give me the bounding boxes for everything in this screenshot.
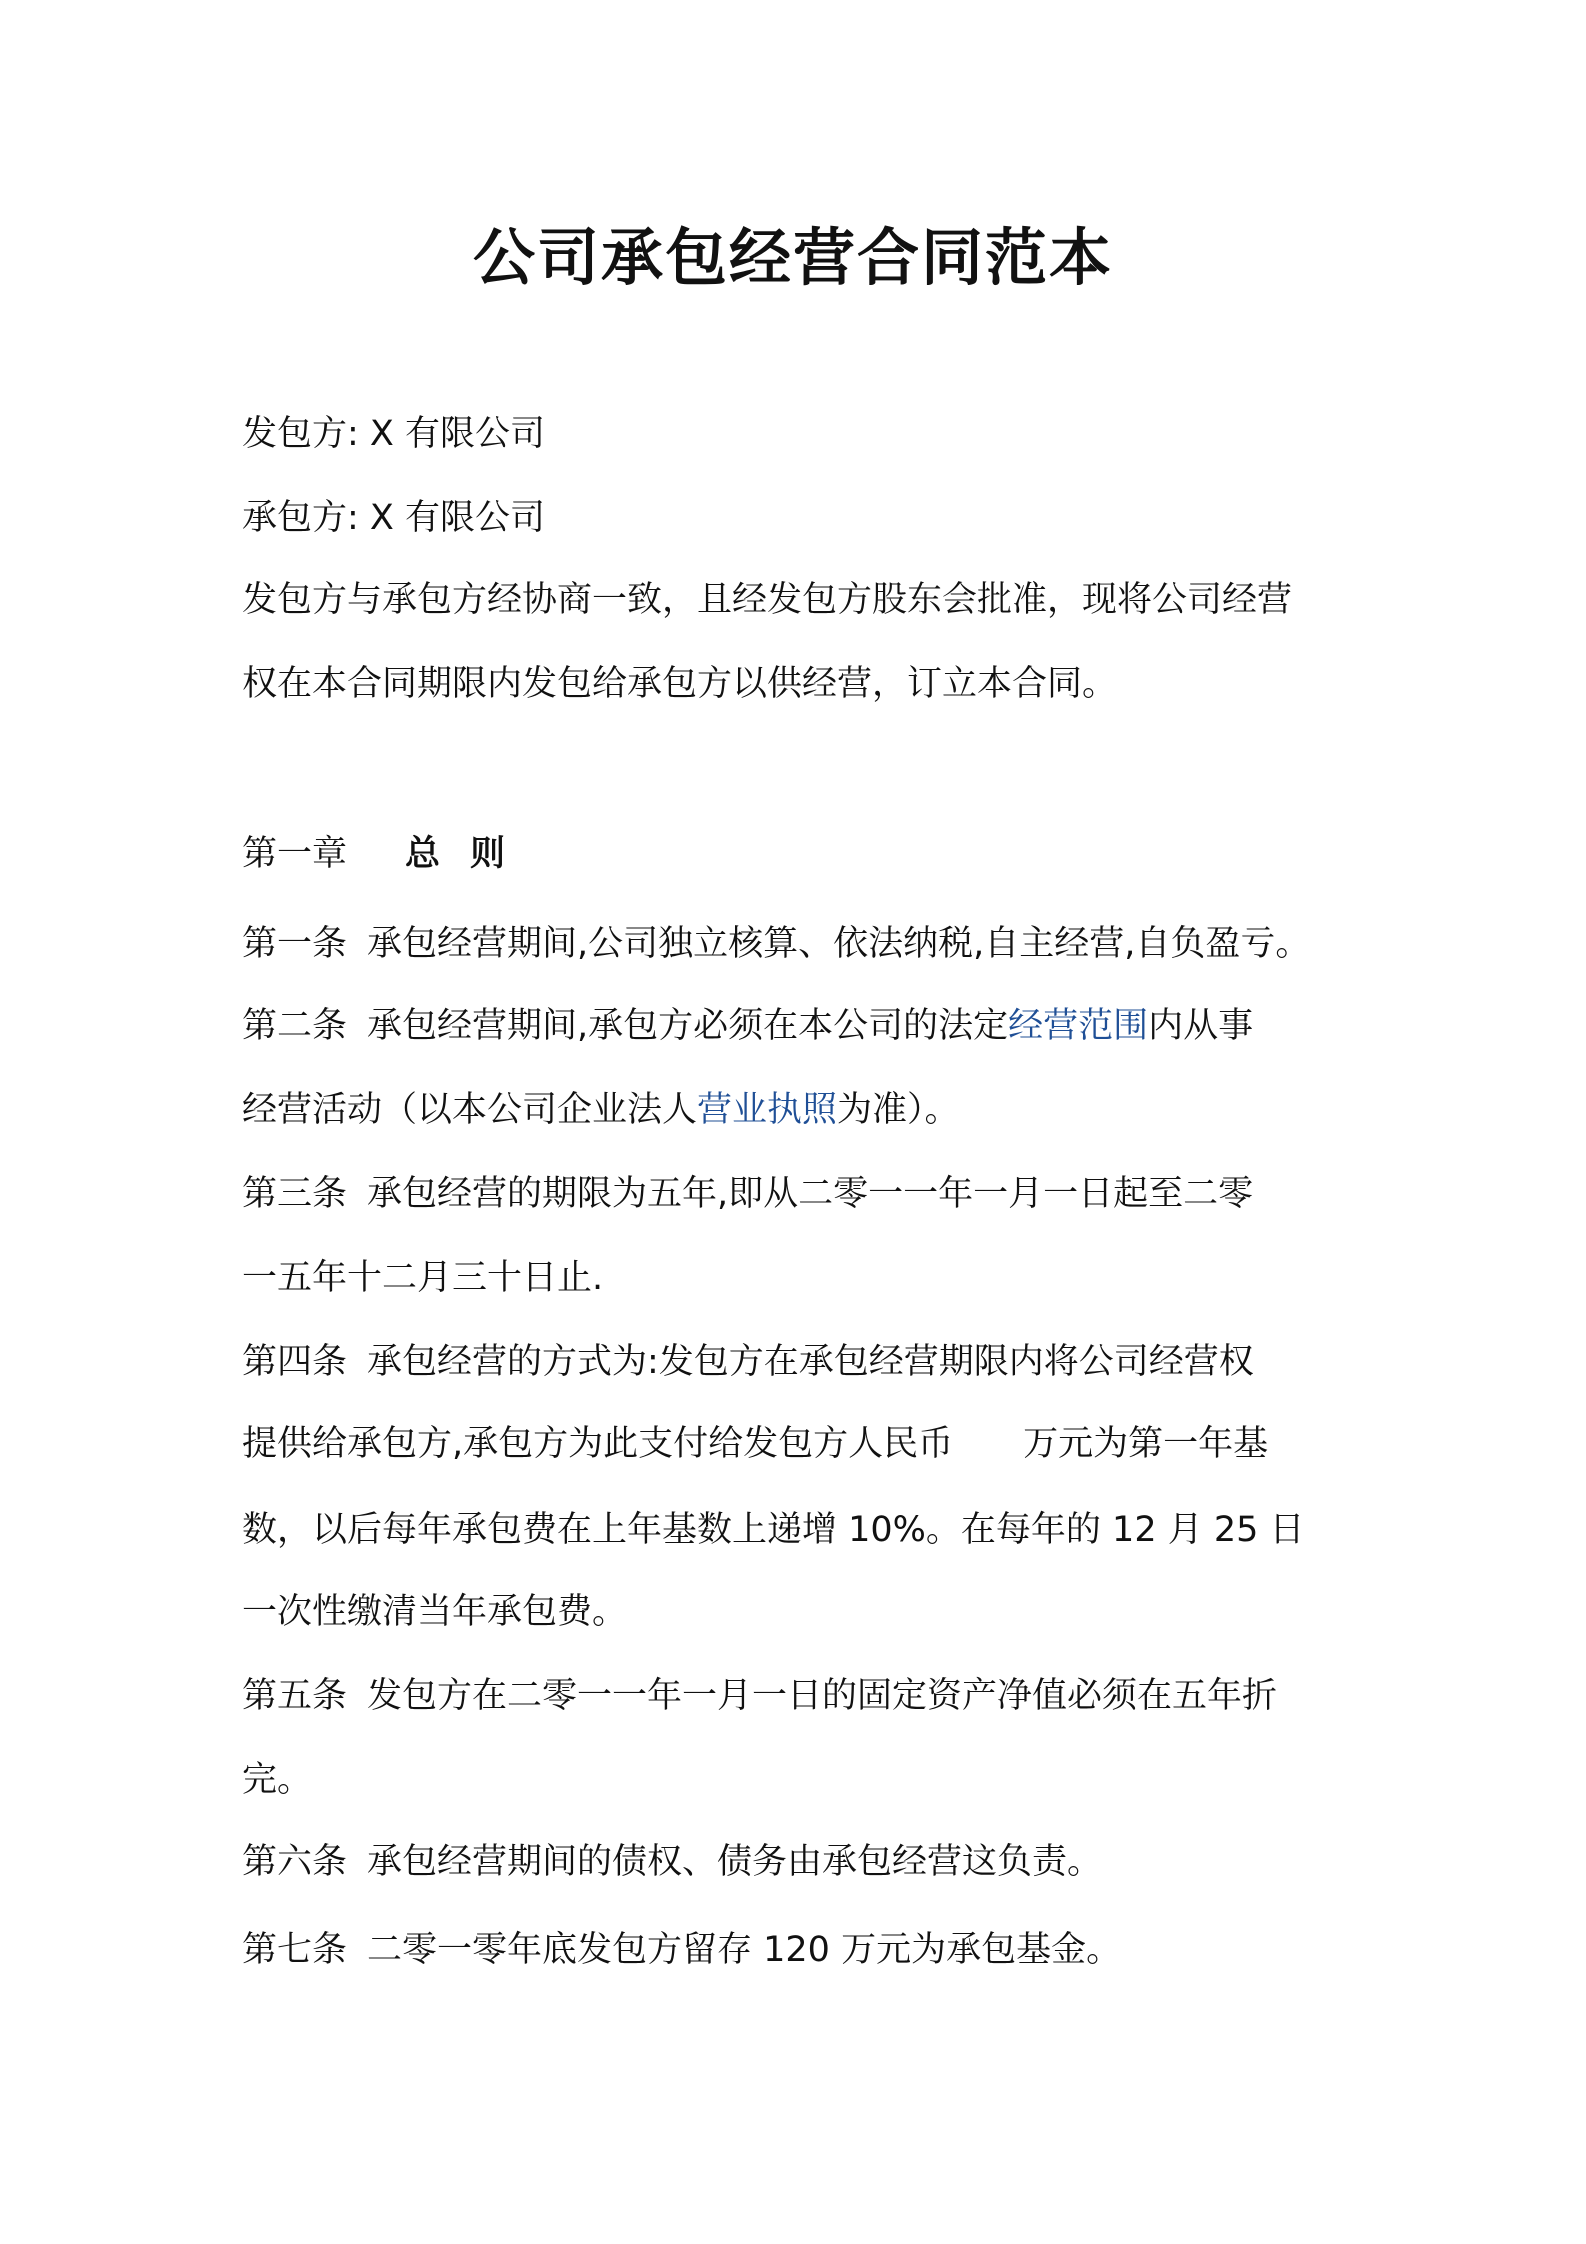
party-issuer: 发包方: X 有限公司 (242, 414, 546, 454)
preamble-line-1: 发包方与承包方经协商一致，且经发包方股东会批准，现将公司经营 (242, 580, 1293, 620)
preamble-line-2: 权在本合同期限内发包给承包方以供经营，订立本合同。 (242, 664, 1118, 704)
article-1 (242, 922, 1352, 966)
article-6 (242, 1840, 1352, 1884)
article-4-line-4: 一次性缴清当年承包费。 (242, 1592, 628, 1632)
article-4-label: 第四条 (242, 1342, 348, 1382)
article-5-line-2: 完。 (242, 1760, 313, 1800)
article-4-line-2 (242, 1422, 1352, 1466)
article-4-line-2-pre: 提供给承包方,承包方为此支付给发包方人民币 (242, 1424, 954, 1464)
chapter-number: 第一章 (242, 834, 348, 874)
article-1-text: 承包经营期间,公司独立核算、依法纳税,自主经营,自负盈亏。 (367, 924, 1311, 964)
article-5-line-1 (242, 1674, 1352, 1718)
article-3-line-1 (242, 1172, 1352, 1216)
article-1-label: 第一条 (242, 924, 348, 964)
article-5-label: 第五条 (242, 1676, 348, 1716)
chapter-title: 总则 (405, 834, 536, 874)
article-2-text-pre: 承包经营期间,承包方必须在本公司的法定 (367, 1006, 1009, 1046)
article-2-line-2 (242, 1088, 1352, 1132)
article-4-line-1 (242, 1340, 1352, 1384)
article-4-line-2-post: 万元为第一年基 (1023, 1424, 1269, 1464)
article-2-line-1 (242, 1004, 1352, 1048)
business-license-link[interactable]: 营业执照 (697, 1090, 838, 1130)
article-6-label: 第六条 (242, 1842, 348, 1882)
business-scope-link[interactable]: 经营范围 (1008, 1006, 1149, 1046)
article-2-text-post: 内从事 (1148, 1006, 1254, 1046)
article-2-line-2-pre: 经营活动（以本公司企业法人 (242, 1090, 698, 1130)
article-7-text: 二零一零年底发包方留存 120 万元为承包基金。 (367, 1930, 1122, 1970)
article-2-label: 第二条 (242, 1006, 348, 1046)
article-6-text: 承包经营期间的债权、债务由承包经营这负责。 (367, 1842, 1103, 1882)
party-contractor: 承包方: X 有限公司 (242, 498, 546, 538)
article-2-line-2-post: 为准）。 (837, 1090, 960, 1130)
article-4-line-3: 数，以后每年承包费在上年基数上递增 10%。在每年的 12 月 25 日 (242, 1510, 1305, 1550)
article-7 (242, 1928, 1352, 1972)
chapter-heading (242, 832, 1352, 876)
document-title: 公司承包经营合同范本 (472, 221, 1113, 294)
article-3-label: 第三条 (242, 1174, 348, 1214)
article-5-text: 发包方在二零一一年一月一日的固定资产净值必须在五年折 (367, 1676, 1278, 1716)
article-4-text: 承包经营的方式为:发包方在承包经营期限内将公司经营权 (367, 1342, 1254, 1382)
article-3-line-2: 一五年十二月三十日止. (242, 1258, 604, 1298)
article-7-label: 第七条 (242, 1930, 348, 1970)
article-3-text: 承包经营的期限为五年,即从二零一一年一月一日起至二零 (367, 1174, 1254, 1214)
